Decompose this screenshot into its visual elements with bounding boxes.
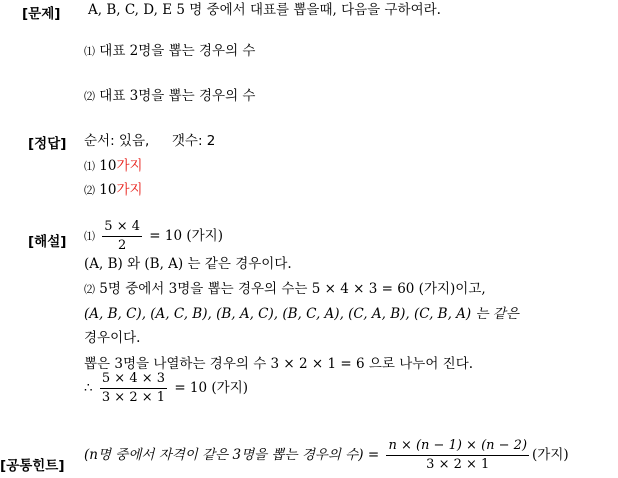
explanation-1-fraction — [102, 219, 142, 254]
answer-count-label: 갯수: 2 — [171, 133, 216, 149]
explanation-2-result: = 10 (가지) — [174, 380, 249, 396]
hint-denominator: 3 × 2 × 1 — [426, 457, 490, 472]
hint-formula — [84, 438, 569, 473]
explanation-1-note: (A, B) 와 (B, A) 는 같은 경우이다. — [84, 256, 292, 272]
hint-unit: (가지) — [532, 447, 569, 463]
explanation-tag: [해설] — [28, 234, 67, 250]
problem-tag: [문제] — [22, 6, 61, 22]
answer-1-unit: 가지 — [116, 158, 143, 174]
answer-2 — [84, 180, 143, 201]
answer-1-value: 10 — [99, 158, 117, 174]
question-1-text: 대표 2명을 뽑는 경우의 수 — [99, 43, 256, 59]
question-2-number: ⑵ — [84, 90, 95, 103]
explanation-2-line-2: (A, B, C), (A, C, B), (B, A, C), (B, C, A), (C, A, B), (C, B, A) 는 같은 — [84, 306, 519, 322]
explanation-2-number: ⑵ — [84, 283, 95, 296]
answer-2-value: 10 — [99, 182, 117, 198]
answer-2-number: ⑵ — [84, 184, 95, 197]
explanation-2-numerator: 5 × 4 × 3 — [100, 371, 167, 389]
therefore-symbol: ∴ — [84, 380, 93, 396]
explanation-1-numerator: 5 × 4 — [102, 219, 142, 237]
explanation-2-line-1-text: 5명 중에서 3명을 뽑는 경우의 수는 5 × 4 × 3 = 60 (가지)이고, — [99, 281, 486, 297]
answer-order-label: 순서: 있음, — [84, 133, 150, 149]
answer-2-unit: 가지 — [116, 182, 143, 198]
hint-tag: [공통힌트] — [0, 458, 65, 474]
explanation-2-line-4: 뽑은 3명을 나열하는 경우의 수 3 × 2 × 1 = 6 으로 나누어 진다. — [84, 356, 474, 372]
hint-numerator: n × (n − 1) × (n − 2) — [386, 438, 529, 456]
explanation-1-denominator: 2 — [118, 238, 127, 253]
explanation-2-line-1 — [84, 279, 486, 300]
answer-1 — [84, 156, 143, 177]
explanation-2-denominator: 3 × 2 × 1 — [101, 390, 166, 405]
hint-fraction — [386, 438, 529, 473]
problem-statement: A, B, C, D, E 5 명 중에서 대표를 뽑을때, 다음을 구하여라. — [88, 2, 441, 18]
explanation-2-line-3: 경우이다. — [84, 330, 141, 346]
question-1 — [84, 41, 255, 62]
explanation-1-result: = 10 (가지) — [149, 228, 223, 244]
answer-1-number: ⑴ — [84, 160, 95, 173]
answer-meta — [84, 131, 215, 151]
question-2-text: 대표 3명을 뽑는 경우의 수 — [99, 88, 256, 104]
hint-lhs: (n명 중에서 자격이 같은 3명을 뽑는 경우의 수) = — [84, 447, 380, 463]
question-1-number: ⑴ — [84, 45, 95, 58]
question-2 — [84, 86, 255, 107]
explanation-2-formula — [84, 371, 248, 406]
answer-tag: [정답] — [28, 136, 67, 152]
explanation-1-number: ⑴ — [84, 230, 95, 243]
explanation-2-fraction — [100, 371, 167, 406]
explanation-1-formula — [84, 219, 223, 254]
